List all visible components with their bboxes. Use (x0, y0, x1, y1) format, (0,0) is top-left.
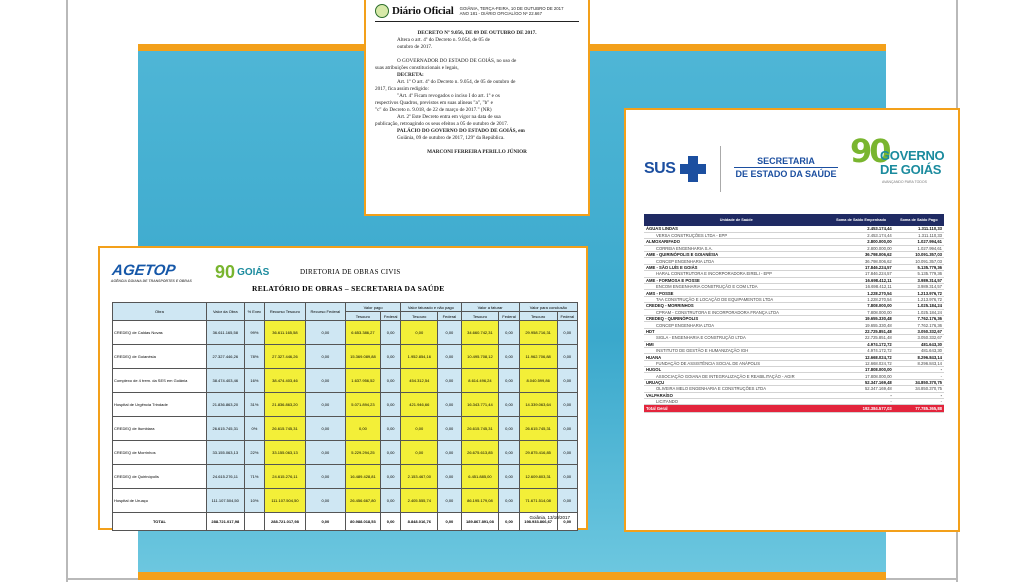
obras-cell: 0,00 (438, 393, 461, 417)
diario-meta-issue: ANO 181 - DIÁRIO OFICIAL/GO Nº 22.667 (459, 11, 542, 16)
obras-row (113, 345, 578, 369)
obras-cell: 5.071.894,23 (345, 393, 380, 417)
saude-cell: 3.989.314,57 (894, 277, 944, 283)
obras-directorate-title: DIRETORIA DE OBRAS CIVIS (300, 268, 401, 276)
obras-cell: 0,00 (401, 417, 438, 441)
obras-cell: 26.675.613,85 (461, 441, 499, 465)
agetop-logo-text: AGETOP (111, 262, 177, 279)
secretaria-line2: DE ESTADO DA SAÚDE (735, 169, 837, 179)
saude-cell: HMI (644, 341, 828, 347)
saude-cell: 481.643,30 (894, 341, 944, 347)
governo-goias-logo (846, 132, 954, 196)
obras-cell: 0,00 (438, 489, 461, 513)
saude-total-cell: 77.785.365,88 (894, 405, 944, 413)
obras-cell: 15.369.089,88 (345, 345, 380, 369)
obras-cell: 0,00 (438, 417, 461, 441)
saude-cell: 8.296.843,14 (894, 360, 944, 366)
saude-cell: CPRAM - CONSTRUTORA E INCORPORADORA FRANÇA LTDA (644, 309, 828, 315)
saude-cell: 7.762.176,36 (894, 322, 944, 328)
obras-group-header: Valor pago (345, 303, 400, 312)
saude-cell: HUANA (644, 354, 828, 360)
saude-cell: FUNDAÇÃO DE ASSISTÊNCIA SOCIAL DE ANÁPOLIS (644, 360, 828, 366)
sus-logo-text: SUS (644, 160, 676, 177)
obras-cell: 10% (244, 489, 264, 513)
saude-cell: - (894, 373, 944, 379)
obras-cell: 0,00 (438, 465, 461, 489)
obras-cell: 21.836.863,20 (265, 393, 306, 417)
saude-cell: VALPARAÍSO (644, 392, 828, 398)
agetop-logo (111, 262, 195, 283)
obras-cell: 0,00 (380, 417, 400, 441)
slide-bottom-bar (138, 572, 886, 580)
diario-body (375, 30, 579, 156)
diario-line: O GOVERNADOR DO ESTADO DE GOIÁS, no uso de (397, 58, 517, 64)
page-border-left (66, 0, 68, 582)
saude-cell: 10.091.357,03 (894, 252, 944, 258)
obras-total-cell: TOTAL (113, 513, 207, 531)
obras-row (113, 441, 578, 465)
obras-cell: 0,00 (557, 441, 577, 465)
obras-cell: 0,00 (557, 345, 577, 369)
obras-cell: 0,00 (380, 369, 400, 393)
saude-cell: AME - FORMOSA E POSSE (644, 277, 828, 283)
diario-line (375, 51, 579, 58)
governo-logo-number: 90 (850, 132, 889, 170)
obras-row (113, 489, 578, 513)
saude-cell: 481.643,30 (894, 347, 944, 353)
obras-cell: 26.615.745,31 (461, 417, 499, 441)
saude-cell: ASSOCIAÇÃO GOIANA DE INTEGRALIZAÇÃO E REABILITAÇÃO - AGIR (644, 373, 828, 379)
obras-cell: 26.615.745,31 (265, 417, 306, 441)
obras-group-header: Valor para conclusão (519, 303, 577, 312)
obras-subheader-cell: Tesouro (519, 312, 557, 321)
saude-cell: - (894, 367, 944, 373)
saude-cell: 19.655.330,48 (828, 322, 893, 328)
obras-group-header: Valor faturado e não pago (401, 303, 461, 312)
obras-cell: 0,00 (305, 489, 345, 513)
obras-cell: 38.474.403,46 (206, 369, 244, 393)
saude-cell: 52.347.169,48 (828, 386, 893, 392)
saude-cell: 7.808.000,00 (828, 303, 893, 309)
obras-cell: 31% (244, 393, 264, 417)
obras-total-cell: 8.848.016,76 (401, 513, 438, 531)
saude-cell: 2.800.000,00 (828, 239, 893, 245)
obras-cell: 0,00 (557, 369, 577, 393)
saude-cell: 16.698.412,11 (828, 284, 893, 290)
obras-cell: 111.107.504,50 (206, 489, 244, 513)
obras-cell: CREDEQ de Morrinhos (113, 441, 207, 465)
obras-cell: 0,00 (438, 369, 461, 393)
obras-cell: 2.153.467,00 (401, 465, 438, 489)
diario-line: "c" do Decreto n. 9.018, de 22 de março de 2017." (NR) (375, 107, 492, 113)
saude-cell: - (894, 392, 944, 398)
saude-cell: 1.025.184,24 (894, 309, 944, 315)
obras-cell: 0,00 (438, 441, 461, 465)
obras-cell: 26.615.745,31 (206, 417, 244, 441)
saude-cell: HUGOL (644, 367, 828, 373)
obras-row (113, 393, 578, 417)
saude-cell: ÁGUAS LINDAS (644, 226, 828, 232)
saude-header-row (644, 214, 944, 226)
obras-row (113, 417, 578, 441)
obras-cell: 0,00 (345, 417, 380, 441)
goias-logo-number: 90 (215, 262, 236, 282)
obras-cell: 0,00 (557, 321, 577, 345)
diario-line: respectivos Quadros, previstos em suas alíneas "a", "b" e (375, 100, 493, 106)
obras-date: Goiânia, 13/10/2017 (529, 515, 570, 520)
obras-cell: 78% (244, 345, 264, 369)
obras-cell: 26.615.745,31 (519, 417, 557, 441)
obras-total-cell: 0,00 (499, 513, 519, 531)
obras-cell: 24.615.276,11 (206, 465, 244, 489)
saude-cell: 4.974.172,72 (828, 341, 893, 347)
obras-cell: 0,00 (305, 321, 345, 345)
obras-group-header: Valor a faturar (461, 303, 519, 312)
obras-cell: 71% (244, 465, 264, 489)
saude-header-cell: Soma de Saldo Pago (894, 214, 944, 226)
saude-cell: - (828, 399, 893, 405)
obras-cell: 0,00 (380, 393, 400, 417)
obras-total-cell (244, 513, 264, 531)
obras-cell: Complexo de 4 trem. da SES em Goiânia (113, 369, 207, 393)
saude-cell: 36.798.006,62 (828, 252, 893, 258)
saude-cell: CREDEQ - QUIRINÓPOLIS (644, 315, 828, 321)
obras-cell: 8.040.599,86 (519, 369, 557, 393)
saude-cell: 1.027.994,61 (894, 239, 944, 245)
obras-cell: 0,00 (499, 465, 519, 489)
saude-cell: AME - QUIRINÓPOLIS E GOIANÉSIA (644, 252, 828, 258)
obras-cell: 0,00 (499, 369, 519, 393)
obras-cell: 0,00 (380, 345, 400, 369)
diario-line: publicação, retroagindo os seus efeitos a 05 de outubro de 2017. (375, 121, 509, 127)
governo-logo-line1: GOVERNO (880, 148, 945, 163)
obras-table (112, 302, 578, 531)
saude-cell: 1.025.184,24 (894, 303, 944, 309)
obras-header-cell: Valor da Obra (206, 303, 244, 321)
obras-cell: 0,00 (557, 417, 577, 441)
saude-cell: 5.135.779,36 (894, 264, 944, 270)
obras-subheader-cell: Federal (438, 312, 461, 321)
obras-cell: 22% (244, 441, 264, 465)
obras-cell: 0,00 (557, 465, 577, 489)
diario-line: outubro de 2017. (397, 44, 433, 50)
saude-cell: - (828, 392, 893, 398)
saude-cell: 17.846.224,57 (828, 264, 893, 270)
saude-cell: CORREIA ENGENHARIA S.A. (644, 245, 828, 251)
diario-line: suas atribuições constitucionais e legais, (375, 65, 459, 71)
obras-cell: 71.671.514,08 (519, 489, 557, 513)
saude-cell: 8.296.843,14 (894, 354, 944, 360)
obras-cell: 0,00 (557, 489, 577, 513)
diario-title: Diário Oficial (392, 5, 454, 17)
obras-row (113, 465, 578, 489)
obras-cell: 0,00 (499, 489, 519, 513)
saude-cell: 1.027.994,61 (894, 245, 944, 251)
health-cross-icon (680, 156, 706, 182)
obras-cell: 8.614.496,24 (461, 369, 499, 393)
obras-cell: 99% (244, 321, 264, 345)
saude-cell: 17.846.224,57 (828, 271, 893, 277)
obras-subheader-cell: Tesouro (345, 312, 380, 321)
diario-line: Goiânia, 09 de outubro de 2017, 129º da República. (397, 135, 505, 141)
saude-cell: AME - SÃO LUÍS E GOIÁS (644, 264, 828, 270)
saude-total-cell: 192.384.577,03 (828, 405, 893, 413)
goias-logo-text: GOIÁS (237, 266, 270, 278)
obras-cell: 33.155.063,13 (265, 441, 306, 465)
diario-oficial-clipping (364, 0, 590, 216)
obras-cell: CREDEQ de Itumbiara (113, 417, 207, 441)
obras-cell: 16% (244, 369, 264, 393)
saude-cell: 12.668.024,72 (828, 354, 893, 360)
obras-total-cell: 0,00 (557, 513, 577, 531)
obras-cell: 0,00 (380, 441, 400, 465)
obras-cell: 0,00 (380, 321, 400, 345)
governo-logo-slogan: AVANÇANDO PARA TODOS (882, 180, 927, 184)
obras-subheader-cell: Tesouro (461, 312, 499, 321)
saude-cell: CONCEP ENGENHARIA LTDA (644, 322, 828, 328)
obras-cell: 0,00 (380, 465, 400, 489)
obras-header-cell: Recurso Federal (305, 303, 345, 321)
obras-row (113, 369, 578, 393)
saude-total-row (644, 405, 944, 413)
obras-cell: 24.615.276,11 (265, 465, 306, 489)
obras-cell: 6.653.386,27 (345, 321, 380, 345)
obras-header-row (113, 303, 578, 312)
obras-cell: CREDEQ de Quirinópolis (113, 465, 207, 489)
obras-cell: 0,00 (499, 441, 519, 465)
saude-cell: 17.808.000,00 (828, 373, 893, 379)
saude-cell: CONCEP ENGENHARIA LTDA (644, 258, 828, 264)
obras-header-cell: % Exec (244, 303, 264, 321)
obras-cell: 11.962.706,88 (519, 345, 557, 369)
saude-cell: 3.050.332,67 (894, 328, 944, 334)
saude-report (624, 108, 960, 532)
obras-cell: 33.155.063,13 (206, 441, 244, 465)
obras-cell: 86.195.179,08 (461, 489, 499, 513)
obras-cell: 14.339.063,64 (519, 393, 557, 417)
obras-cell: 0% (244, 417, 264, 441)
obras-total-cell: 288.721.017,98 (206, 513, 244, 531)
saude-header-cell: Soma de Saldo Empenhado (828, 214, 893, 226)
saude-cell: URUAÇU (644, 379, 828, 385)
obras-cell: 0,00 (438, 345, 461, 369)
obras-cell: 0,00 (499, 321, 519, 345)
obras-total-row (113, 513, 578, 531)
obras-cell: Hospital de Urgência Trindade (113, 393, 207, 417)
obras-cell: 10.495.708,12 (461, 345, 499, 369)
obras-cell: 36.611.165,58 (265, 321, 306, 345)
saude-cell: 19.655.330,48 (828, 315, 893, 321)
obras-cell: 111.107.504,50 (265, 489, 306, 513)
goias-logo (215, 262, 269, 283)
saude-cell: ALMOXARIFADO (644, 239, 828, 245)
saude-cell: 34.850.370,75 (894, 379, 944, 385)
secretaria-line1: SECRETARIA (757, 156, 815, 166)
saude-cell: 1.311.110,33 (894, 232, 944, 238)
diario-line: 2017, fica assim redigido: (375, 86, 429, 92)
obras-total-cell: 0,00 (438, 513, 461, 531)
obras-cell: 0,00 (438, 321, 461, 345)
obras-total-cell: 189.867.891,08 (461, 513, 499, 531)
diario-line: Art. 1º O art. 4º do Decreto n. 9.054, de 05 de outubro de (397, 79, 516, 85)
diario-line: "Art. 4º Ficam revogados o inciso I do art. 1º e os (397, 93, 500, 99)
saude-cell: 1.213.976,72 (894, 290, 944, 296)
secretaria-logo (730, 156, 842, 179)
obras-cell: 5.229.294,25 (345, 441, 380, 465)
saude-cell: 52.347.169,48 (828, 379, 893, 385)
obras-cell: 0,00 (499, 345, 519, 369)
obras-cell: 0,00 (305, 441, 345, 465)
obras-cell: 0,00 (401, 321, 438, 345)
obras-subheader-cell: Federal (557, 312, 577, 321)
saude-table (644, 214, 944, 413)
saude-cell: 2.453.174,44 (828, 226, 893, 232)
saude-cell: 10.091.357,03 (894, 258, 944, 264)
saude-cell: CREDEQ - MORRINHOS (644, 303, 828, 309)
obras-cell: 16.489.428,81 (345, 465, 380, 489)
obras-header-cell: Recurso Tesouro (265, 303, 306, 321)
diario-line: PALÁCIO DO GOVERNO DO ESTADO DE GOIÁS, em (397, 128, 525, 134)
obras-cell: 36.611.165,58 (206, 321, 244, 345)
obras-cell: 26.456.667,80 (345, 489, 380, 513)
obras-cell: 0,00 (401, 441, 438, 465)
obras-header-cell: Obra (113, 303, 207, 321)
obras-total-cell: 80.988.018,53 (345, 513, 380, 531)
saude-total-cell: Total Geral (644, 405, 828, 413)
saude-cell: HDT (644, 328, 828, 334)
saude-cell: 3.989.314,57 (894, 284, 944, 290)
diario-meta (460, 6, 564, 16)
saude-cell: 36.798.006,62 (828, 258, 893, 264)
obras-cell: 38.474.403,46 (265, 369, 306, 393)
obras-cell: 29.958.716,31 (519, 321, 557, 345)
saude-cell: 1.228.270,54 (828, 296, 893, 302)
governo-logo-line2: DE GOIÁS (880, 162, 942, 177)
logo-divider (720, 146, 721, 192)
obras-cell: 16.343.771,44 (461, 393, 499, 417)
saude-cell: SIGLA - ENGENHARIA E CONSTRUÇÃO LTDA (644, 335, 828, 341)
diario-line: MARCONI FERREIRA PERILLO JÚNIOR (427, 149, 527, 155)
obras-cell: 2.405.555,74 (401, 489, 438, 513)
state-seal-icon (375, 4, 389, 18)
sus-logo (644, 156, 706, 182)
obras-cell: 0,00 (380, 489, 400, 513)
obras-subheader-cell: Federal (380, 312, 400, 321)
obras-report-title: RELATÓRIO DE OBRAS – SECRETARIA DA SAÚDE (252, 284, 445, 293)
saude-cell: AMS - POSSE (644, 290, 828, 296)
obras-row (113, 321, 578, 345)
saude-cell: OLIVEIRA MELO ENGENHARIA E CONSTRUÇÕES LTDA (644, 386, 828, 392)
saude-cell: ENCOM ENGENHARIA CONSTRUÇÃO E COM LTDA (644, 284, 828, 290)
saude-cell: LICITANDO (644, 399, 828, 405)
obras-subheader-cell: Tesouro (401, 312, 438, 321)
obras-cell: CREDEQ de Goianésia (113, 345, 207, 369)
obras-cell: 21.836.863,20 (206, 393, 244, 417)
obras-cell: 0,00 (499, 417, 519, 441)
saude-cell: 5.135.779,36 (894, 271, 944, 277)
obras-cell: 0,00 (305, 369, 345, 393)
obras-cell: 0,00 (305, 393, 345, 417)
diario-line (375, 142, 579, 149)
obras-cell: 12.609.803,31 (519, 465, 557, 489)
saude-cell: 4.974.172,72 (828, 347, 893, 353)
obras-cell: 0,00 (305, 345, 345, 369)
diario-line: Altera o art. 4º do Decreto n. 9.054, de 05 de (397, 37, 490, 43)
saude-cell: 1.228.270,54 (828, 290, 893, 296)
obras-cell: 421.946,66 (401, 393, 438, 417)
obras-cell: CREDEQ de Caldas Novas (113, 321, 207, 345)
diario-line: DECRETA: (397, 72, 424, 78)
diario-line: DECRETO Nº 9.056, DE 09 DE OUTUBRO DE 2017. (417, 30, 537, 36)
obras-total-cell: 0,00 (305, 513, 345, 531)
saude-cell: - (894, 399, 944, 405)
saude-cell: TAA CONSTRUÇÃO E LOCAÇÃO DE EQUIPAMENTOS LTDA (644, 296, 828, 302)
obras-logos (112, 262, 269, 283)
obras-cell: Hospital de Uruaçu (113, 489, 207, 513)
saude-cell: INSTITUTO DE GESTÃO E HUMANIZAÇÃO IGH (644, 347, 828, 353)
obras-cell: 29.875.416,85 (519, 441, 557, 465)
obras-total-cell: 288.721.017,98 (265, 513, 306, 531)
saude-cell: 2.800.000,00 (828, 245, 893, 251)
saude-header-cell: Unidade de Saúde (644, 214, 828, 226)
obras-cell: 0,00 (557, 393, 577, 417)
obras-cell: 1.952.854,16 (401, 345, 438, 369)
obras-cell: 27.327.446,26 (206, 345, 244, 369)
obras-report (98, 246, 588, 530)
agetop-logo-subtitle: AGÊNCIA GOIANA DE TRANSPORTES E OBRAS (110, 279, 193, 283)
saude-cell: 7.808.000,00 (828, 309, 893, 315)
saude-cell: 16.698.412,11 (828, 277, 893, 283)
saude-cell: 34.850.370,75 (894, 386, 944, 392)
saude-cell: 2.453.174,44 (828, 232, 893, 238)
obras-subheader-cell: Federal (499, 312, 519, 321)
saude-cell: VERSA CONSTRUÇÕES LTDA - EPP (644, 232, 828, 238)
obras-cell: 6.451.885,00 (461, 465, 499, 489)
obras-cell: 454.312,54 (401, 369, 438, 393)
diario-line: Art. 2º Este Decreto entra em vigor na data de sua (397, 114, 501, 120)
obras-cell: 0,00 (499, 393, 519, 417)
obras-cell: 0,00 (305, 417, 345, 441)
obras-cell: 34.660.742,31 (461, 321, 499, 345)
saude-cell: 1.311.110,33 (894, 226, 944, 232)
saude-cell: 7.762.176,36 (894, 315, 944, 321)
obras-total-cell: 0,00 (380, 513, 400, 531)
saude-cell: 22.725.851,48 (828, 328, 893, 334)
saude-cell: 12.668.024,72 (828, 360, 893, 366)
saude-cell: 3.050.332,67 (894, 335, 944, 341)
saude-cell: HARAL CONSTRUTORA E INCORPORADORA EIRELI - EPP (644, 271, 828, 277)
saude-cell: 17.808.000,00 (828, 367, 893, 373)
obras-cell: 0,00 (305, 465, 345, 489)
obras-cell: 27.327.446,26 (265, 345, 306, 369)
diario-header (375, 4, 579, 22)
obras-total-cell: 198.933.866,67 (519, 513, 557, 531)
obras-cell: 1.637.956,52 (345, 369, 380, 393)
saude-cell: 22.725.851,48 (828, 335, 893, 341)
saude-cell: 1.213.976,72 (894, 296, 944, 302)
diario-meta-date: GOIÂNIA, TERÇA-FEIRA, 10 DE OUTUBRO DE 2017 (459, 6, 564, 11)
